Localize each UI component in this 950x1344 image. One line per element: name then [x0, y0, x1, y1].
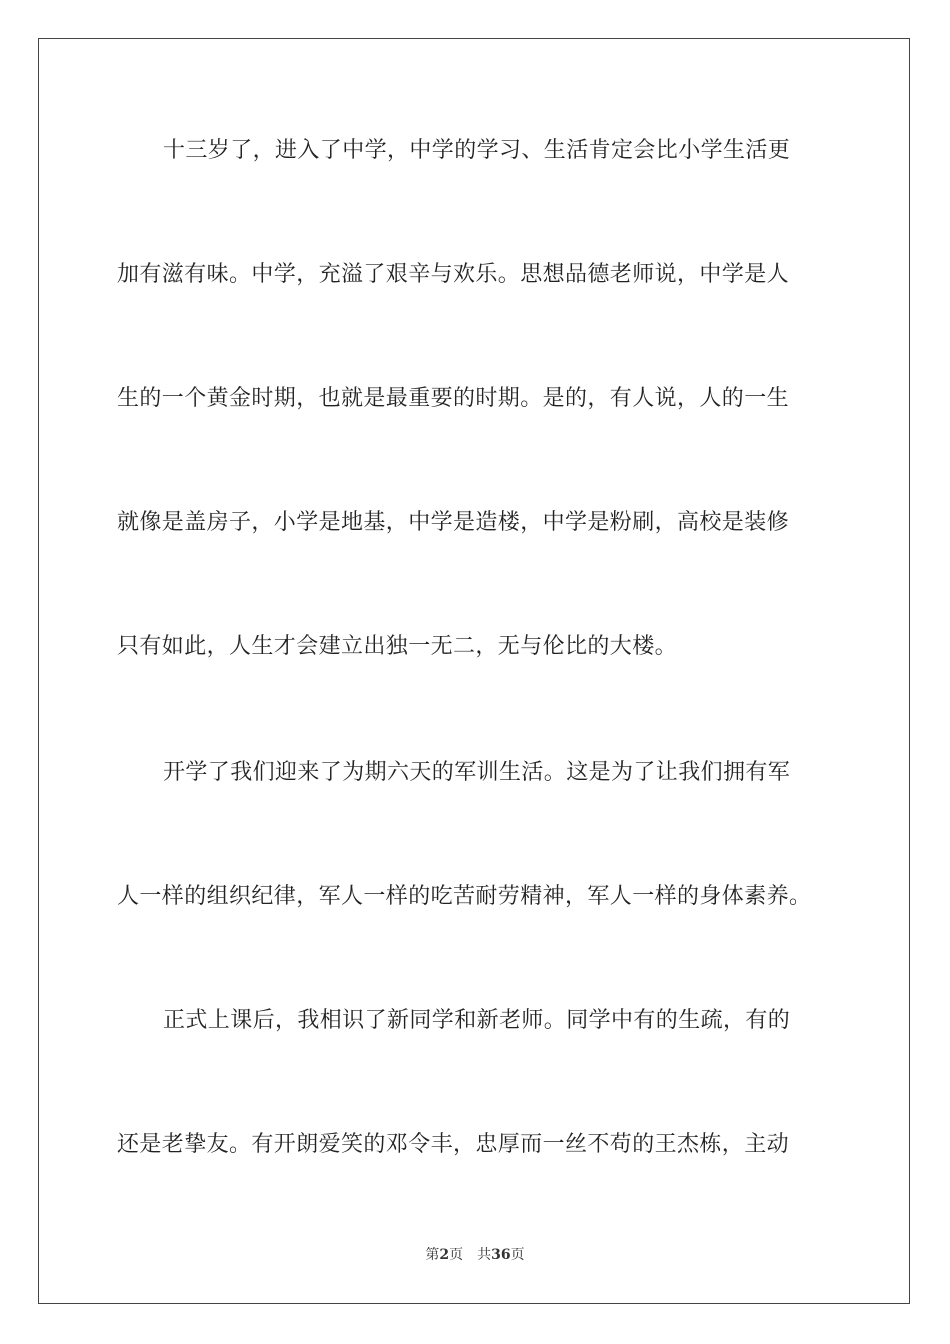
total-suffix: 页	[510, 1247, 525, 1263]
text-line-4: 就像是盖房子，小学是地基，中学是造楼，中学是粉刷，高校是装修	[117, 510, 790, 535]
total-pages: 36	[491, 1247, 511, 1263]
page-number: 2	[439, 1247, 450, 1263]
text-line-8: 正式上课后，我相识了新同学和新老师。同学中有的生疏，有的	[163, 1008, 791, 1033]
text-line-6: 开学了我们迎来了为期六天的军训生活。这是为了让我们拥有军	[163, 760, 791, 785]
text-line-9: 还是老挚友。有开朗爱笑的邓令丰，忠厚而一丝不苟的王杰栋，主动	[117, 1132, 790, 1157]
text-line-3: 生的一个黄金时期，也就是最重要的时期。是的，有人说，人的一生	[117, 386, 790, 411]
text-line-2: 加有滋有味。中学，充溢了艰辛与欢乐。思想品德老师说，中学是人	[117, 262, 790, 287]
text-line-1: 十三岁了，进入了中学，中学的学习、生活肯定会比小学生活更	[163, 138, 791, 163]
page-prefix: 第	[425, 1247, 440, 1263]
page-suffix: 页	[449, 1247, 464, 1263]
text-line-5: 只有如此，人生才会建立出独一无二，无与伦比的大楼。	[117, 634, 678, 659]
page-border	[38, 38, 910, 1304]
text-line-7: 人一样的组织纪律，军人一样的吃苦耐劳精神，军人一样的身体素养。	[117, 884, 812, 909]
total-prefix: 共	[477, 1247, 492, 1263]
page-footer	[0, 1244, 950, 1264]
